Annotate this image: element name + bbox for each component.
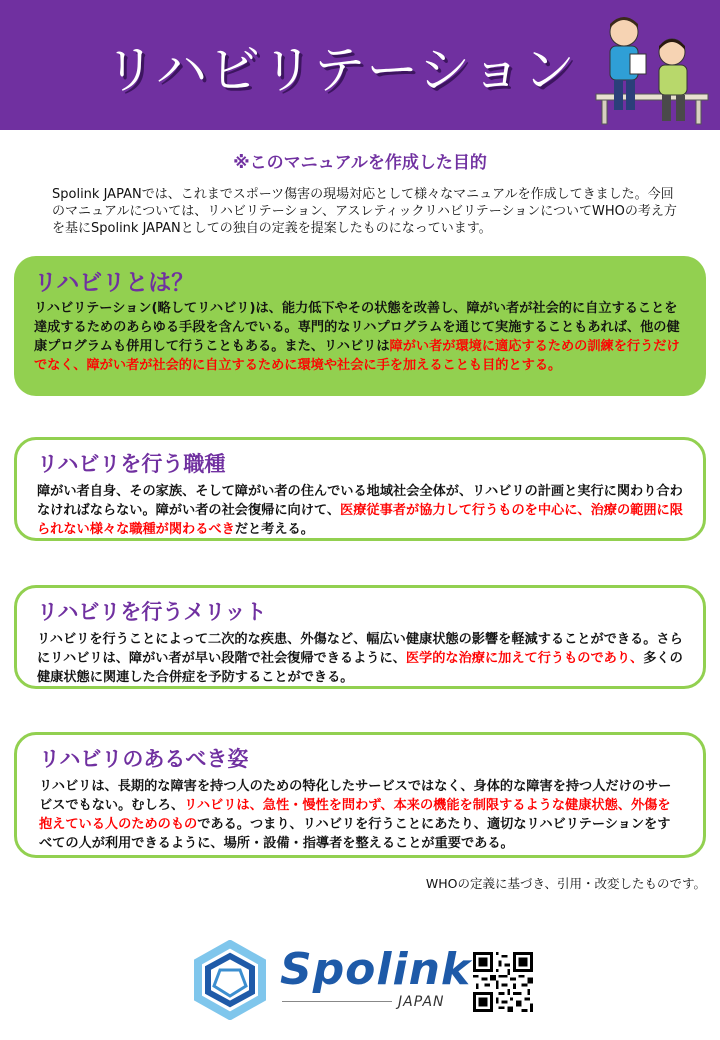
body-highlight: 医学的な治療に加えて行うものであり、 bbox=[405, 651, 644, 666]
section-body bbox=[37, 630, 683, 687]
section-title: リハビリのあるべき姿 bbox=[39, 747, 249, 771]
body-text: リハビリは、長期的な障害を持つ人のための特化したサービスではなく、身体的な障害を持つ人だけのサービスでもない。むしろ、 bbox=[39, 779, 672, 813]
header-banner bbox=[0, 0, 720, 130]
section-rehab-benefits bbox=[14, 585, 706, 689]
body-text: 障がい者自身、その家族、そして障がい者の住んでいる地域社会全体が、リハビリの計画と実行に関わり合わなければならない。障がい者の社会復帰に向けて、 bbox=[37, 484, 683, 518]
section-what-is-rehab bbox=[14, 256, 706, 396]
section-body bbox=[39, 777, 681, 853]
qr-code-icon[interactable] bbox=[473, 952, 533, 1012]
section-title: リハビリを行う職種 bbox=[37, 452, 226, 476]
body-text-end: 多くの健康状態に関連した合併症を予防することができる。 bbox=[37, 651, 683, 685]
section-rehab-ideal bbox=[14, 732, 706, 858]
purpose-title: ※このマニュアルを作成した目的 bbox=[233, 153, 487, 173]
body-text-end: だと考える。 bbox=[234, 522, 314, 537]
body-highlight: リハビリは、急性・慢性を問わず、本来の機能を制限するような健康状態、外傷を抱えている人のためのもの bbox=[39, 798, 671, 832]
source-note: WHOの定義に基づき、引用・改変したものです。 bbox=[425, 876, 706, 891]
body-text-end: である。つまり、リハビリを行うことにあたり、適切なリハビリテーションをすべての人が利用できるように、場所・設備・指導者を整えることが重要である。 bbox=[39, 817, 671, 851]
body-highlight: 医療従事者が協力して行うものを中心に、治療の範囲に限られない様々な職種が関わるべき bbox=[37, 503, 683, 537]
page-title: リハビリテーション bbox=[103, 40, 577, 101]
brand-sub: JAPAN bbox=[398, 994, 445, 1010]
section-body bbox=[34, 299, 686, 375]
rehab-illustration-icon bbox=[588, 8, 716, 126]
brand-name: Spolink bbox=[280, 944, 472, 995]
body-highlight: 障がい者が環境に適応するための訓練を行うだけでなく、障がい者が社会的に自立するために環境や社会に手を加えることも目的とする。 bbox=[34, 339, 680, 373]
section-title: リハビリを行うメリット bbox=[37, 600, 267, 624]
spolink-logo-icon bbox=[190, 940, 270, 1020]
section-body bbox=[37, 482, 683, 539]
section-title: リハビリとは？ bbox=[34, 270, 195, 296]
body-text: リハビリを行うことによって二次的な疾患、外傷など、幅広い健康状態の影響を軽減することができる。さらにリハビリは、障がい者が早い段階で社会復帰できるように、 bbox=[37, 632, 683, 666]
purpose-text: Spolink JAPANでは、これまでスポーツ傷害の現場対応として様々なマニュアルを作成してきました。今回のマニュアルについては、リハビリテーション、アスレティックリハビリテーションについてWHOの考え方を基にSpolink JAPANとしての独自の定義を提案したものになっています。 bbox=[52, 187, 677, 236]
section-rehab-professions bbox=[14, 437, 706, 541]
body-text: リハビリテーション(略してリハビリ)は、能力低下やその状態を改善し、障がい者が社会的に自立することを達成するためのあらゆる手段を含んでいる。専門的なリハプログラムを通じて実施することもあれば、他の健康プログラムも併用して行うこともある。また、リハビリは bbox=[34, 301, 680, 354]
brand-divider bbox=[282, 1001, 392, 1002]
